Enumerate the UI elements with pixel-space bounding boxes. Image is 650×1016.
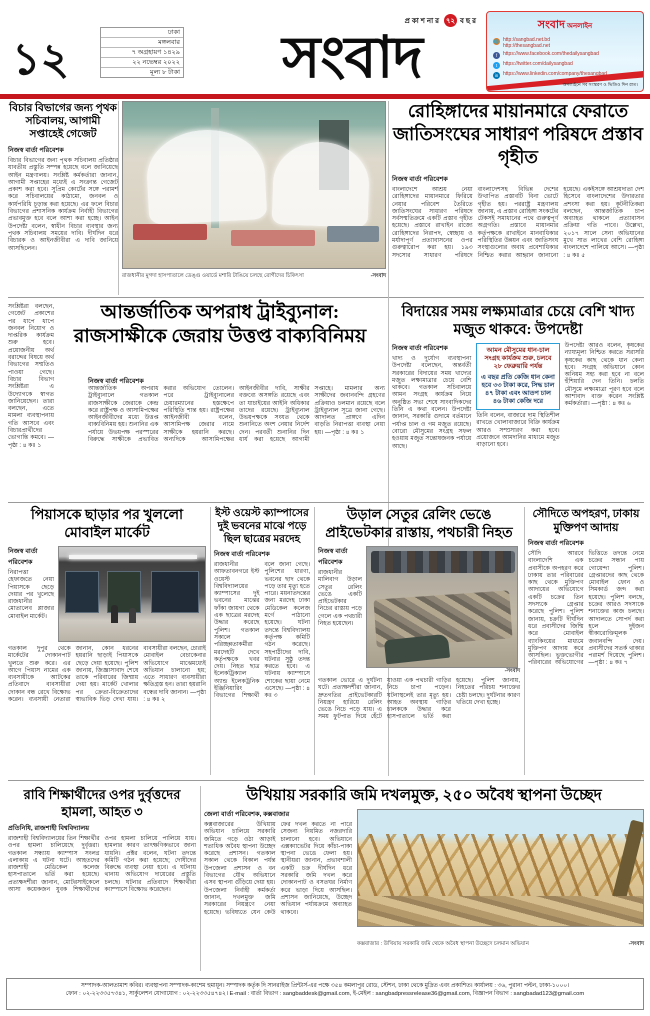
byline-food: নিজস্ব বার্তা পরিবেশক [392,345,448,352]
headline-judiciary: বিচার বিভাগের জন্য পৃথক সচিবালয়, আগামী সপ্তাহেই গেজেট [9,103,117,140]
column-divider [200,786,201,971]
anniversary-badge: ৭২ [444,14,457,27]
body-eastwest: রাজধানীর আফতাবনগরে ইস্ট ওয়েস্ট বিশ্ববিদ্যালয়ের ক্যাম্পাসের দুই ভবনের মাঝের ফাঁকা জায়গা থেকে এক ছাত্রের মরদেহ উদ্ধার করেছে পুলিশ। গতকাল সকালে পরিচ্ছন্নতাকর্মীরা মরদেহটি দেখে কর্তৃপক্ষকে খবর দেয়। নিহত ছাত্র ইলেকট্রিক্যাল অ্যান্ড ইলেকট্রনিক ইঞ্জিনিয়ারিং বিভাগের শিক্ষার্থী বলে জানা গেছে। পুলিশের ধারণা, ভবনের ছাদ থেকে পড়ে তার মৃত্যু হতে পারে। ময়নাতদন্তের জন্য মরদেহ ঢাকা মেডিকেল কলেজ মর্গে পাঠানো হয়েছে। ঘটনা তদন্তে বিশ্ববিদ্যালয় কর্তৃপক্ষ কমিটি গঠন করেছে। সহপাঠীদের দাবি, ঘটনার সুষ্ঠু তদন্ত করতে হবে। এ ঘটনায় ক্যাম্পাসে শোকের ছায়া নেমে এসেছে। —পৃষ্ঠা : ৪ কঃ ৩ [214,562,310,700]
dateline-city: ঢাকা [101,28,183,38]
article-rohingya-un-resolution [392,100,644,303]
dateline-en-date: ২২ নভেম্বর ২০২২ [101,58,183,68]
dengue-photo-caption-row [122,273,386,281]
section-divider [8,502,644,503]
article-food-stock [392,303,644,451]
article-eastwest-student [214,507,310,740]
online-brand-suffix: অনলাইন [566,22,593,30]
website-link-row [493,37,637,49]
car-crash-photo [366,546,518,668]
byline-rohingya: নিজস্ব বার্তা পরিবেশক [392,176,448,183]
flyover-photo-credit: -সংবাদ [504,668,520,674]
ceiling-light-shape [69,555,197,559]
article-rabi-attack [8,786,196,968]
headline-tribunal: আন্তর্জাতিক অপরাধ ট্রাইব্যুনাল: রাজসাক্ষীকে জেরায় উত্তপ্ত বাক্যবিনিময় [73,302,367,347]
column-divider [118,101,119,295]
body-rabi: রাজশাহী বিশ্ববিদ্যালয়ের তিন শিক্ষার্থীর ওপর হামলা চালিয়েছে দুর্বৃত্তরা। গতকাল সন্ধ্যায় ক্যাম্পাস সংলগ্ন এলাকায় এ ঘটনা ঘটে। আহতদের রাজশাহী মেডিকেল কলেজ হাসপাতালে ভর্তি করা হয়েছে। প্রত্যক্ষদর্শীরা জানান, মোটরসাইকেলে আসা কয়েকজন যুবক শিক্ষার্থীদের ওপর হামলা চালিয়ে পালিয়ে যায়। হামলার কারণ তাৎক্ষণিকভাবে জানা যায়নি। প্রক্টর বলেন, ঘটনা তদন্তে কমিটি গঠন করা হয়েছে; দোষীদের বিরুদ্ধে ব্যবস্থা নেয়া হবে। এ ঘটনায় থানায় অভিযোগ দায়েরের প্রস্তুতি চলছে। ঘটনার প্রতিবাদে শিক্ষার্থীরা ক্যাম্পাসে বিক্ষোভ করেছেন। [8,836,196,894]
twitter-icon: t [493,62,500,69]
crashed-car-shape [384,634,450,665]
eviction-photo-credit: -সংবাদ [628,941,644,947]
eviction-photo-caption-row [204,941,644,949]
dengue-ward-photo [122,101,386,269]
website-url-1[interactable]: http://sangbad.net.bd [503,37,550,43]
hospital-bed-shape [231,230,315,246]
online-brand: সংবাদ [537,19,565,31]
hospital-bed-shape [327,226,379,242]
article-ukhiya-eviction [204,786,644,949]
headline-mobile-market: পিয়াসকে ছাড়ার পর খুললো মোবাইল মার্কেট [30,508,184,541]
mosquito-net-shape [145,127,268,225]
intro-flyover: রাজধানীর মালিবাগ উড়াল সেতুর রেলিং ভেঙে একটি প্রাইভেটকার নিচের রাস্তায় পড়ে গেলে এক পথচারী নিহত হয়েছেন। [318,570,362,628]
eviction-photo [357,809,644,927]
newspaper-title: সংবাদ [282,25,422,90]
facebook-url[interactable]: https://www.facebook.com/thedailysangbad [503,51,599,57]
body-tribunal: আন্তর্জাতিক অপরাধ ট্রাইব্যুনালে গতকাল রাজসাক্ষীকে জেরাকে কেন্দ্র করে রাষ্ট্রপক্ষ ও আসামিপক্ষের আইনজীবীদের মধ্যে উত্তপ্ত বাক্যবিনিময় হয়। শুনানির এক পর্যায়ে উভয়পক্ষ পরস্পরের বিরুদ্ধে সাক্ষীকে প্রভাবিত করার অভিযোগ তোলেন। পরে ট্রাইব্যুনালের চেয়ারম্যানের হস্তক্ষেপে পরিস্থিতি শান্ত হয়। রাষ্ট্রপক্ষের আইনজীবী বলেন, আসামিপক্ষ জেরার নামে সাক্ষীকে হয়রানি করছে। অন্যদিকে আসামিপক্ষের আইনজীবীর দাবি, সাক্ষীর বক্তব্যে অসঙ্গতি রয়েছে এবং তা যাচাইয়ের আইনি অধিকার তাদের রয়েছে। ট্রাইব্যুনাল উভয়পক্ষকে সংযত থেকে শুনানিতে অংশ নেয়ার নির্দেশ দেন। পরবর্তী শুনানির দিন ধার্য করা হয়েছে আগামী সপ্তাহে। মামলার অন্য সাক্ষীদের জবানবন্দি গ্রহণের প্রক্রিয়াও চলমান রয়েছে বলে ট্রাইব্যুনাল সূত্রে জানা গেছে। আদালত প্রাঙ্গণে এদিন বাড়তি নিরাপত্তা ব্যবস্থা নেয়া হয়। —পৃষ্ঠা : ৪ কঃ ১ [88,386,385,444]
twitter-url[interactable]: https://twitter.com/dailysangbad [503,61,573,67]
online-box-note: অনলাইনে সব সংস্করণ ও ভিডিও দিন রাত। [562,82,638,87]
debris-shape [358,896,644,926]
byline-rabi: প্রতিনিধি, রাজশাহী বিশ্ববিদ্যালয় [8,825,90,832]
online-edition-box [486,11,644,92]
tagline-suffix: বছর [460,17,478,25]
masthead [222,14,482,89]
headline-eastwest: ইস্ট ওয়েস্ট ক্যাম্পাসের দুই ভবনের মাঝে পড়ে ছিল ছাত্রের মরদেহ [215,508,309,545]
intro-mobile-market: নিরাপত্তা হেফাজতে নেয়া পিয়াসকে ছেড়ে দেয়ার পর খুলেছে রাজধানীর মোতালেব প্লাজার মোবাইল মার্কেট। [8,570,54,620]
article-tribunal [55,301,385,349]
crowd-shape [371,551,515,573]
shopfront-shape [151,571,199,613]
eviction-photo-caption: কক্সবাজার : উখিয়ায় সরকারি জমি থেকে অবৈধ স্থাপনা উচ্ছেদে চলমান অভিযান [357,941,529,947]
pull-quote-box [476,343,559,410]
column-divider [524,507,525,775]
headline-rohingya: রোহিঙ্গাদের মায়ানমারে ফেরাতে জাতিসংঘের সাধারণ পরিষদে প্রস্তাব গৃহীত [392,101,644,167]
article-saudi-ransom [528,507,644,747]
mobile-market-photo [58,546,206,642]
byline-eastwest: নিজস্ব বার্তা পরিবেশক [214,551,270,558]
body-rohingya: বাংলাদেশে আশ্রয় নেয়া রোহিঙ্গাদের মায়ানমারে ফিরিয়ে নেয়ার পরিবেশ তৈরিতে জাতিসংঘের সাধারণ পরিষদে সর্বসম্মতিক্রমে একটি প্রস্তাব গৃহীত হয়েছে। প্রস্তাবে রাখাইন রাজ্যে রোহিঙ্গাদের নিরাপদ, স্বেচ্ছায় ও মর্যাদাপূর্ণ প্রত্যাবাসনের ওপর গুরুত্বারোপ করা হয়। ১৯৩ সদস্যের সাধারণ পরিষদে বাংলাদেশসহ বিভিন্ন দেশের উত্থাপিত প্রস্তাবটি বিনা ভোটে গৃহীত হয়। পররাষ্ট্র মন্ত্রণালয় জানায়, এ প্রস্তাব রোহিঙ্গা সংকটের টেকসই সমাধানের পথে গুরুত্বপূর্ণ অগ্রগতি। প্রস্তাবে মায়ানমার কর্তৃপক্ষকে রাখাইনে মানবাধিকার পরিস্থিতির উন্নয়ন এবং জাতিসংঘ সংস্থাগুলোর অবাধ প্রবেশাধিকার নিশ্চিত করার আহ্বান জানানো হয়েছে। একইসঙ্গে আশ্রয়দাতা দেশ হিসেবে বাংলাদেশের উদারতার প্রশংসা করা হয়। কূটনীতিকরা বলছেন, আন্তর্জাতিক চাপ অব্যাহত থাকলে প্রত্যাবাসন প্রক্রিয়া গতি পাবে। উল্লেখ্য, ২০১৭ সালে সেনা অভিযানের মুখে সাত লাখের বেশি রোহিঙ্গা বাংলাদেশে পালিয়ে আসে। —পৃষ্ঠা : ৪ কঃ ৫ [392,187,644,259]
hospital-bed-shape [133,224,207,240]
body-ukhiya: কক্সবাজারের উখিয়ায় অভিযান চালিয়ে সরকারি জমিতে গড়ে ওঠা আড়াই শতাধিক অবৈধ স্থাপনা উচ্ছেদ করেছে প্রশাসন। গতকাল সকাল থেকে বিকাল পর্যন্ত উপজেলা প্রশাসন ও বন বিভাগের যৌথ অভিযানে এসব স্থাপনা গুঁড়িয়ে দেয়া হয়। উপজেলা নির্বাহী কর্মকর্তা জানান, দখলমুক্ত জমি সরকারের নিয়ন্ত্রণে নেয়া হয়েছে। ভবিষ্যতে যেন কেউ ফের দখল করতে না পারে সেজন্য নিয়মিত নজরদারি চালানো হবে। অভিযানে এক্সক্যাভেটর দিয়ে কাঁচা-পাকা স্থাপনা ভেঙে ফেলা হয়। স্থানীয়রা জানান, প্রভাবশালী একটি চক্র দীর্ঘদিন ধরে সরকারি জমি দখল করে দোকানপাট ও বসতঘর নির্মাণ করে ভাড়া দিয়ে আসছিল। প্রশাসন জানিয়েছে, উচ্ছেদ অভিযান পর্যায়ক্রমে অব্যাহত থাকবে। [204,822,352,916]
headline-flyover: উড়াল সেতুর রেলিং ভেঙে প্রাইভেটকার রাস্তায়, পথচারী নিহত [325,508,513,541]
linkedin-url[interactable]: https://www.linkedin.com/company/thesangbad [503,71,607,77]
section-divider [8,780,644,781]
imprint-line-1: সম্পাদক-আলতামাশ কবির। ব্যবস্থাপনা সম্পাদক-কাশেম হুমায়ূন। সম্পাদক কর্তৃক দি সানরাইজ প্রিন্টার্স-এর পক্ষে ৩৫৪ কমলাপুর রোড, স্টেশন, ঢাকা থেকে মুদ্রিত এবং প্রকাশিত। কার্যালয় : ৩৬, পুরানা পল্টন, ঢাকা-১০০০। [80,983,570,989]
twitter-link-row [493,61,637,69]
body-judiciary-part2: সংশ্লিষ্টরা বলছেন, গেজেট প্রকাশের পর ধাপে ধাপে জনবল নিয়োগ ও দাপ্তরিক কার্যক্রম শুরু হবে। প্রয়োজনীয় অর্থ বরাদ্দের বিষয়ে অর্থ বিভাগের সম্মতিও পাওয়া গেছে। বিচার বিভাগ সংশ্লিষ্টরা এ উদ্যোগকে স্বাগত জানিয়েছেন। তারা বলছেন, এতে মামলা ব্যবস্থাপনায় গতি আসবে এবং বিচারপ্রার্থীদের ভোগান্তি কমবে। —পৃষ্ঠা : ৪ কঃ ১ [8,304,54,449]
body-flyover: গতকাল ভোরে এ দুর্ঘটনা ঘটে। প্রত্যক্ষদর্শীরা জানান, দ্রুতগতির প্রাইভেটকারটি নিয়ন্ত্রণ হারিয়ে রেলিং ভেঙে নিচে পড়ে যায়। এ সময় ফুটপাত দিয়ে হেঁটে যাওয়া এক পথচারী গাড়ির নিচে চাপা পড়েন। ঘটনাস্থলেই তার মৃত্যু হয়। আহত অবস্থায় গাড়ির চালককে উদ্ধার করে হাসপাতালে ভর্তি করা হয়েছে। পুলিশ জানায়, নিহতের পরিচয় শনাক্তের চেষ্টা চলছে। দুর্ঘটনার কারণ খতিয়ে দেখা হচ্ছে। [318,678,520,721]
section-divider [8,297,644,298]
byline-flyover: নিজস্ব বার্তা পরিবেশক [318,548,348,566]
body-mobile-market: গতকাল দুপুর থেকে মার্কেটের দোকানপাট খুলতে শুরু করে। এর আগে পিয়াস নামের এক ব্যবসায়ীকে আটকের প্রতিবাদে ব্যবসায়ীরা দোকান বন্ধ রেখে বিক্ষোভ করেন। ব্যবসায়ী নেতারা জানান, কোন ধরনের হয়রানি ছাড়াই পিয়াসকে ছেড়ে দেয়া হয়েছে। পুলিশ জানায়, জিজ্ঞাসাবাদ শেষে তাকে পরিবারের জিম্মায় দেয়া হয়। মার্কেট খোলার পর ক্রেতা-বিক্রেতাদের স্বাভাবিক ভিড় দেখা যায়। ব্যবসায়ীরা বলছেন, চোরাই মোবাইল বেচাকেনার অভিযোগে মাঝেমধ্যেই অভিযান চালানো হয়; এতে সাধারণ ব্যবসায়ীরা ক্ষতিগ্রস্ত হন। তারা হয়রানি বন্ধের দাবি জানান। —পৃষ্ঠা : ৪ কঃ ২ [8,646,206,704]
pull-quote-1: আমন মৌসুমের ধান-চাল সংগ্রহ কার্যক্রম শুরু, চলবে ২৮ ফেব্রুয়ারি পর্যন্ত [484,347,552,370]
dengue-photo-credit: -সংবাদ [370,273,386,279]
linkedin-icon: in [494,73,499,78]
imprint-line-2[interactable]: ফোন : ০২-২২৩৩৫৭৩৪১, সার্কুলেশন যোগাযোগ : ০২-২২৩৩৫৪৭৪২। E-mail : বার্তা বিভাগ : sangbaddesk@gmail.com, ই-মেইল : sangbadpressrelease36@gmail.com, বিজ্ঞাপন বিভাগ : sangbadad123@gmail.com [65,991,585,997]
headline-food: বিদায়ের সময় লক্ষ্যমাত্রার চেয়ে বেশি খাদ্য মজুত থাকবে: উপদেষ্টা [401,304,635,338]
imprint-footer [6,978,644,1010]
headline-saudi: সৌদিতে অপহরণ, ঢাকায় মুক্তিপণ আদায় [532,508,640,534]
dateline-box [100,27,184,78]
article-mobile-market [8,507,206,758]
headline-rabi: রাবি শিক্ষার্থীদের ওপর দুর্বৃত্তদের হামলা, আহত ৩ [23,787,181,819]
column-divider [314,507,315,775]
online-box-title [493,16,637,35]
shopfront-shape [65,571,99,613]
byline-tribunal: নিজস্ব বার্তা পরিবেশক [88,378,144,385]
globe-icon: 🌐 [493,39,500,44]
tagline-prefix: প্রকাশনার [404,17,441,25]
article-flyover-accident [318,507,520,734]
byline-judiciary: নিজস্ব বার্তা পরিবেশক [8,147,64,154]
pedestrian-shape [129,608,136,623]
byline-ukhiya: জেলা বার্তা পরিবেশক, কক্সবাজার [204,811,290,818]
header-red-rule [0,94,650,99]
pedestrian-shape [111,605,118,623]
body-judiciary-part1: বিচার বিভাগের জন্য পৃথক সচিবালয় প্রতিষ্ঠার যাবতীয় প্রস্তুতি সম্পন্ন হয়েছে বলে জানিয়েছে আইন মন্ত্রণালয়। সংশ্লিষ্ট কর্মকর্তারা জানান, আগামী সপ্তাহের মধ্যেই এ সংক্রান্ত গেজেট প্রকাশ করা হবে। সুপ্রিম কোর্টের সঙ্গে পরামর্শ করে সচিবালয়ের কাঠামো, জনবল ও কার্যপরিধি চূড়ান্ত করা হয়েছে। এর ফলে বিচার বিভাগের প্রশাসনিক কার্যক্রম নির্বাহী বিভাগের প্রভাবমুক্ত হবে বলে আশা করা হচ্ছে। আইন উপদেষ্টা বলেন, স্বাধীন বিচার ব্যবস্থার জন্য পৃথক সচিবালয় সময়ের দাবি। দীর্ঘদিন ধরে বিচারক ও আইনজীবীরা এ দাবি জানিয়ে আসছিলেন। [8,158,118,252]
dateline-price: মূল্য ৮ টাকা [149,69,180,76]
page-number: ১২ [12,35,70,84]
bamboo-structure-shape [358,834,644,898]
mosquito-net-shape [272,140,371,227]
facebook-icon: f [493,52,500,59]
body-saudi: সৌদি আরবে বাংলাদেশি এক প্রবাসীকে অপহরণ করে ঢাকায় তার পরিবারের কাছ থেকে মুক্তিপণ আদায়ের অভিযোগে একটি চক্রের তিন সদস্যকে গ্রেপ্তার করেছে পুলিশ। পুলিশ জানায়, চক্রটি দীর্ঘদিন ধরে প্রবাসীদের জিম্মি করে মোবাইল ব্যাংকিংয়ের মাধ্যমে মুক্তিপণ আদায় করে আসছিল। ভুক্তভোগীর পরিবারের অভিযোগের ভিত্তিতে তদন্তে নেমে চক্রের সন্ধান পায় গোয়েন্দা পুলিশ। গ্রেপ্তারদের কাছ থেকে মোবাইল ফোন ও সিমকার্ড জব্দ করা হয়েছে। পুলিশ বলছে, চক্রের আরও সদস্যকে শনাক্তের কাজ চলছে। আদালতে সোপর্দ করা হলে দুইজন স্বীকারোক্তিমূলক জবানবন্দি দেয়। প্রবাসীদের সতর্ক থাকার পরামর্শ দিয়েছে পুলিশ। —পৃষ্ঠা : ৪ কঃ ৭ [528,551,644,667]
column-divider [210,507,211,775]
byline-saudi: নিজস্ব বার্তা পরিবেশক [528,540,584,547]
headline-ukhiya: উখিয়ায় সরকারি জমি দখলমুক্ত, ২৫০ অবৈধ স্থাপনা উচ্ছেদ [246,787,602,804]
website-links[interactable] [503,37,550,49]
body-food-col2: তিনি বলেন, বাজারে দাম স্থিতিশীল রাখতে খোলাবাজারে বিক্রি কার্যক্রম আরও সম্প্রসারণ করা হবে। প্রয়োজনে আমদানির মাধ্যমে মজুত বাড়ানো হবে। [476,413,560,449]
website-url-2[interactable]: http://thesangbad.net [503,43,550,49]
pull-quote-2: এ বছর প্রতি কেজি ধান কেনা হবে ৩৩ টাকা করে, সিদ্ধ চাল ৪৭ টাকা এবং আতপ চাল ৪৬ টাকা কেজি দরে [481,374,555,405]
dateline-day: মঙ্গলবার [101,38,183,48]
article-judiciary-secretariat [8,102,118,253]
body-food-col3: উপদেষ্টা আরও বলেন, কৃষকের ন্যায্যমূল্য নিশ্চিত করতে সরাসরি কৃষকের কাছ থেকে ধান কেনা হবে। সংগ্রহ অভিযানে কোন অনিয়ম সহ্য করা হবে না বলে হুঁশিয়ারি দেন তিনি। চলতি মৌসুমে লক্ষ্যমাত্রা পূরণ হবে বলে আশাবাদ ব্যক্ত করেন সংশ্লিষ্ট কর্মকর্তারা। —পৃষ্ঠা : ৪ কঃ ৬ [564,343,644,408]
byline-mobile-market: নিজস্ব বার্তা পরিবেশক [8,548,38,566]
dateline-bn-date: ৭ অগ্রহায়ণ ১৪২৯ [101,48,183,58]
body-food-col1: খাদ্য ও দুর্যোগ ব্যবস্থাপনা উপদেষ্টা বলেছেন, অন্তর্বর্তী সরকারের বিদায়ের সময় খাদ্যের মজুত লক্ষ্যমাত্রার চেয়ে বেশি থাকবে। গতকাল সচিবালয়ে আমন সংগ্রহ কার্যক্রম নিয়ে অনুষ্ঠিত সভা শেষে সাংবাদিকদের তিনি এ কথা বলেন। উপদেষ্টা জানান, সরকারি গুদামে বর্তমানে পর্যাপ্ত চাল ও গম মজুত রয়েছে। বোরো মৌসুমের সংগ্রহ সফল হওয়ায় মজুত সন্তোষজনক পর্যায়ে আছে। [392,356,472,450]
facebook-link-row [493,51,637,59]
dengue-photo-caption: রাজধানীর মুগদা হাসপাতালে ডেঙ্গু ওয়ার্ডে মশারি টাঙিয়ে চলছে রোগীদের চিকিৎসা [122,273,304,279]
